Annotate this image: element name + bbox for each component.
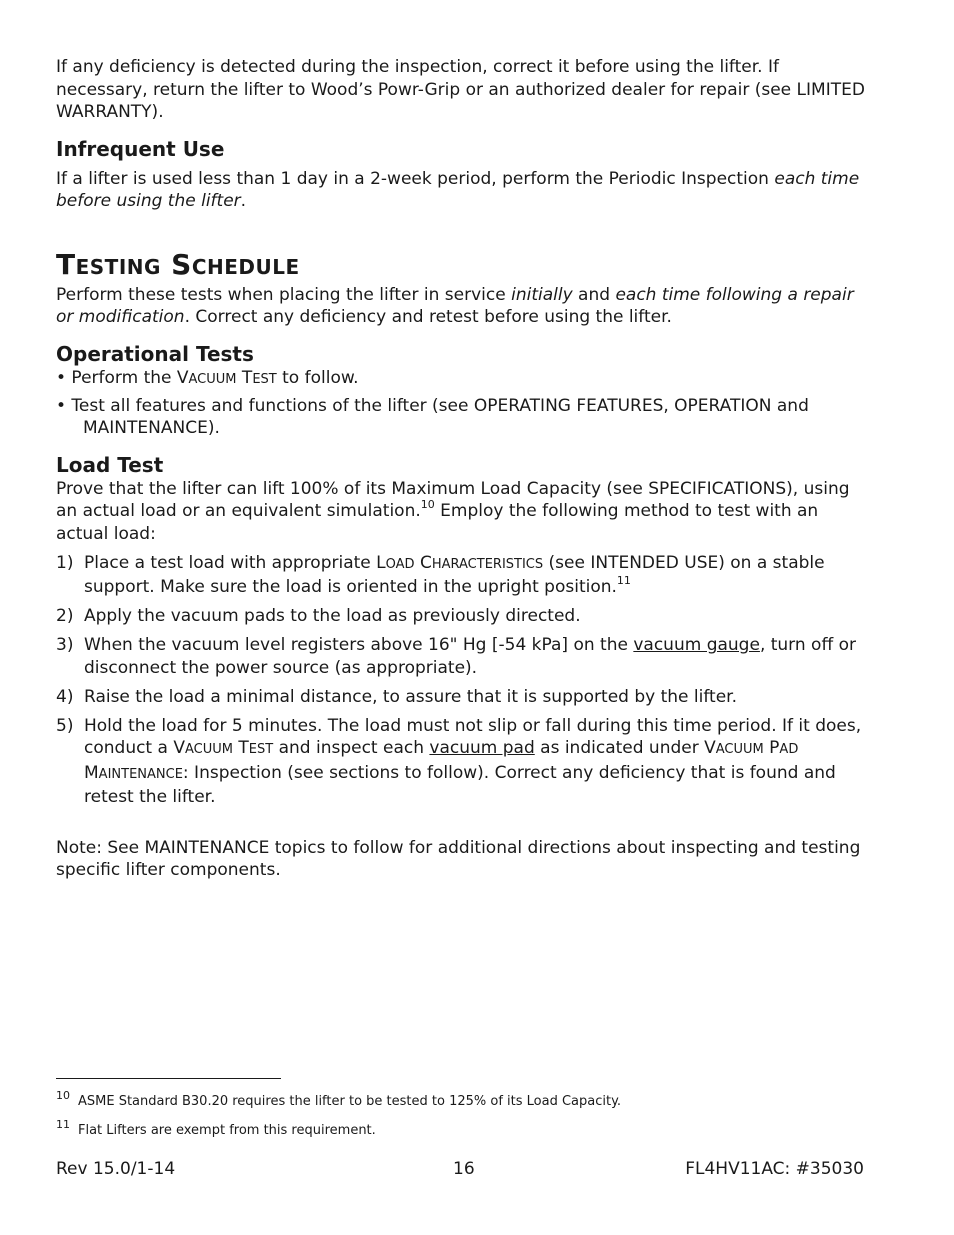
note-paragraph: Note: See MAINTENANCE topics to follow for additional directions about inspecting and testing specific lifter components. xyxy=(56,837,861,880)
footnote-divider xyxy=(56,1078,281,1079)
vacuum-gauge-link[interactable]: vacuum gauge xyxy=(633,635,760,655)
operational-bullet-2: • Test all features and functions of the lifter (see OPERATING FEATURES, OPERATION and MAINTENANCE). xyxy=(56,395,809,438)
intro-paragraph: If any deficiency is detected during the inspection, correct it before using the lifter. If necessary, return the lifter to Wood’s Powr-Grip or an authorized dealer for repair (see LIMITED WARRANTY). xyxy=(56,57,865,122)
heading-testing-schedule: TESTING SCHEDULE xyxy=(56,247,300,281)
infrequent-use-paragraph: If a lifter is used less than 1 day in a 2-week period, perform the Periodic Inspection each time before using the lifter. xyxy=(56,168,860,211)
document-body xyxy=(56,56,868,882)
load-test-step-1: 1) Place a test load with appropriate LOAD CHARACTERISTICS (see INTENDED USE) on a stable support. Make sure the load is oriented in the upright position.$^{11}$ xyxy=(56,552,825,597)
heading-load-test: Load Test xyxy=(56,452,164,477)
footer-revision: Rev 15.0/1-14 xyxy=(56,1159,176,1179)
footnote-ref-10: 10 xyxy=(420,498,435,511)
footer-page-number: 16 xyxy=(453,1159,475,1179)
load-test-step-2: 2) Apply the vacuum pads to the load as previously directed. xyxy=(56,606,581,626)
testing-schedule-paragraph: Perform these tests when placing the lifter in service initially and each time following a repair or modification. Correct any deficiency and retest before using the lifter. xyxy=(56,284,854,327)
footnote-10: $^{10}$ ASME Standard B30.20 requires the lifter to be tested to 125% of its Load Capacity. xyxy=(56,1089,622,1109)
footnote-ref-11: 11 xyxy=(616,574,631,587)
heading-infrequent-use: Infrequent Use xyxy=(56,136,225,161)
heading-operational-tests: Operational Tests xyxy=(56,341,254,366)
load-test-step-3: 3) When the vacuum level registers above 16" Hg [-54 kPa] on the vacuum gauge, turn off or disconnect the power source (as appropriate). xyxy=(56,635,856,678)
operational-bullet-1: • Perform the VACUUM TEST to follow. xyxy=(56,367,359,388)
load-test-step-5: 5) Hold the load for 5 minutes. The load must not slip or fall during this time period. If it does, conduct a VACUUM TEST and inspect each vacuum pad as indicated under VACUUM PAD MAINTENANCE: Inspection (see sections to follow). Correct any deficiency that is found and retest the lifter. xyxy=(56,715,862,807)
footer-document-id: FL4HV11AC: #35030 xyxy=(685,1159,864,1179)
footnote-11: $^{11}$ Flat Lifters are exempt from this requirement. xyxy=(56,1118,376,1138)
vacuum-pad-link[interactable]: vacuum pad xyxy=(429,738,535,758)
load-test-intro: Prove that the lifter can lift 100% of its Maximum Load Capacity (see SPECIFICATIONS), using an actual load or an equivalent simulation.$^{10}$ Employ the following method to test with an actual load: xyxy=(56,478,850,544)
load-test-step-4: 4) Raise the load a minimal distance, to assure that it is supported by the lifter. xyxy=(56,686,738,707)
